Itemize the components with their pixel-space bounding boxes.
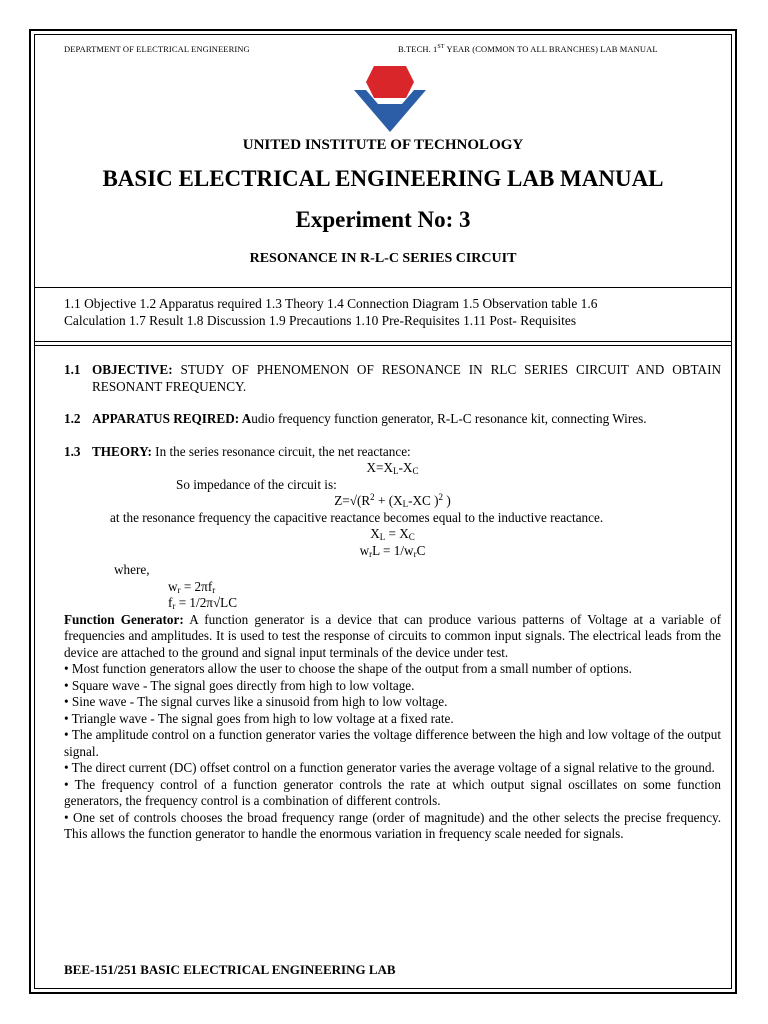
function-generator-label: Function Generator: (64, 611, 184, 627)
bullet-item: • The amplitude control on a function generator varies the voltage difference between the high and low voltage of the output signal. (64, 727, 721, 759)
section-text: In the series resonance circuit, the net reactance: (151, 443, 411, 459)
equation-resonance: $X_L = X_C$ (370, 526, 415, 542)
equation-reactance: $X=X_L-X_C$ (366, 460, 419, 476)
impedance-text: So impedance of the circuit is: (176, 476, 337, 492)
bullet-item: • The direct current (DC) offset control on a function generator varies the average voltage of a signal relative to the ground. (64, 760, 715, 775)
equation-omega: $w_r = 2\pi f_r$ (168, 578, 216, 595)
section-number: 1.3 (64, 443, 81, 459)
function-generator-paragraph (64, 612, 721, 662)
divider (35, 287, 731, 288)
bullet-item: • Sine wave - The signal curves like a sinusoid from high to low voltage. (64, 694, 448, 709)
header-course (398, 44, 658, 54)
bullet-item: • One set of controls chooses the broad frequency range (order of magnitude) and the other selects the precise frequency. This allows the function generator to handle the enormous variation in frequency scale needed for signals. (64, 809, 721, 841)
table-of-contents (64, 295, 714, 329)
divider (35, 341, 731, 342)
section-theory (64, 444, 721, 461)
header-department: DEPARTMENT OF ELECTRICAL ENGINEERING (64, 44, 250, 54)
institute-name: UNITED INSTITUTE OF TECHNOLOGY (242, 137, 524, 153)
where-text: where, (114, 562, 150, 577)
divider (35, 345, 731, 346)
section-lead: A (239, 411, 252, 426)
bullet-item: • Square wave - The signal goes directly from high to low voltage. (64, 677, 415, 693)
institute-logo-icon (354, 60, 426, 132)
section-text: udio frequency function generator, R-L-C resonance kit, connecting Wires. (251, 411, 647, 426)
header-course-text-2: YEAR (COMMON TO ALL BRANCHES) LAB MANUAL (444, 44, 658, 54)
section-number: 1.1 (64, 362, 81, 377)
content-body (64, 362, 721, 843)
section-label: THEORY: (92, 443, 152, 459)
toc-line: Calculation 1.7 Result 1.8 Discussion 1.9 Precautions 1.10 Pre-Requisites 1.11 Post- Requisites (64, 313, 577, 328)
section-apparatus (64, 411, 721, 428)
bullet-item: • Triangle wave - The signal goes from high to low voltage at a fixed rate. (64, 710, 454, 726)
equation-frequency: $f_r = 1/2\pi√LC$ (168, 595, 238, 611)
section-text: STUDY OF PHENOMENON OF RESONANCE IN RLC SERIES CIRCUIT AND OBTAIN RESONANT FREQUENCY. (92, 362, 721, 394)
resonance-text: at the resonance frequency the capacitive reactance becomes equal to the inductive reactance. (110, 509, 604, 525)
section-number: 1.2 (64, 411, 81, 426)
toc-line: 1.1 Objective 1.2 Apparatus required 1.3 Theory 1.4 Connection Diagram 1.5 Observation table 1.6 (64, 296, 598, 311)
equation-impedance: $Z=√(R^2 + (X_L-XC$ )$^2$ ) (334, 492, 451, 509)
experiment-number: Experiment No: 3 (295, 207, 471, 232)
section-objective (64, 362, 721, 395)
header-course-sup: ST (437, 44, 445, 50)
bullet-item: • Most function generators allow the user to choose the shape of the output from a small number of options. (64, 661, 632, 676)
header-course-text: B.TECH. 1 (398, 44, 438, 54)
section-label: APPARATUS REQIRED: (92, 411, 240, 426)
experiment-subtitle: RESONANCE IN R-L-C SERIES CIRCUIT (249, 251, 517, 266)
bullet-item: • The frequency control of a function generator controls the rate at which output signal oscillates on some function generators, the frequency control is a combination of different controls. (64, 776, 721, 808)
manual-title: BASIC ELECTRICAL ENGINEERING LAB MANUAL (102, 166, 664, 191)
equation-wr: $w_rL = 1/w_rC$ (359, 542, 426, 559)
section-label: OBJECTIVE: (92, 362, 173, 377)
page-footer: BEE-151/251 BASIC ELECTRICAL ENGINEERING LAB (64, 962, 396, 977)
function-generator-text: A function generator is a device that can produce various patterns of Voltage at a variable of frequencies and amplitudes. It is used to test the response of circuits to common input signals. The electrical leads from the device are attached to the ground and signal input terminals of the device under test. (64, 611, 722, 660)
